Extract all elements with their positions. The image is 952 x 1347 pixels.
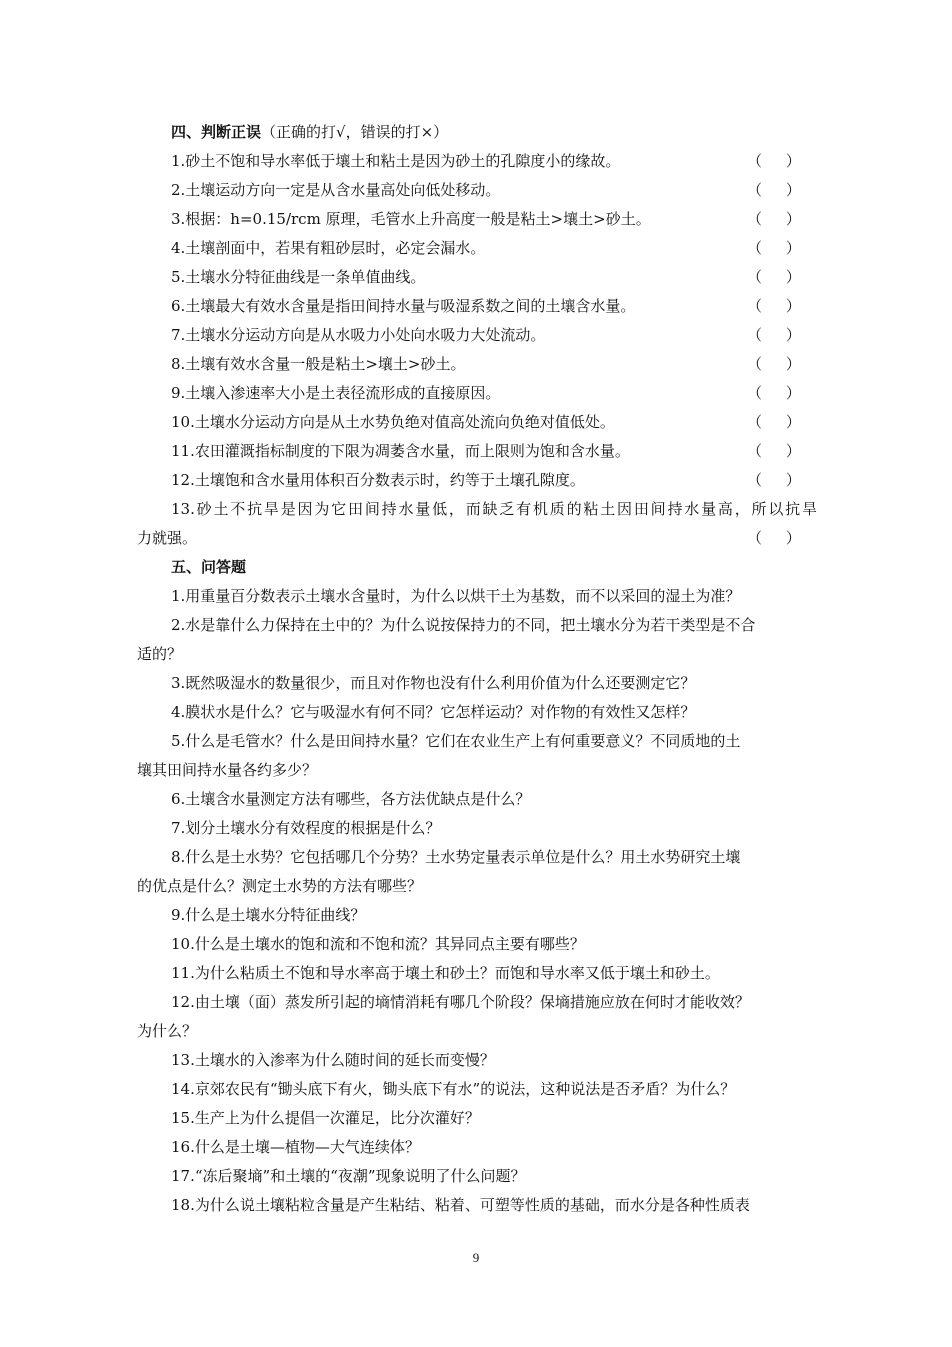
answer-parentheses: （ ） xyxy=(747,413,801,431)
answer-parentheses: （ ） xyxy=(747,355,801,373)
true-false-list xyxy=(137,147,817,495)
question-item xyxy=(137,1104,817,1133)
question-continuation: 壤其田间持水量各约多少？ xyxy=(137,761,318,779)
tf-item-13-line1: 13.砂土不抗旱是因为它田间持水量低，而缺乏有机质的粘土因田间持水量高，所以抗旱 xyxy=(171,500,817,518)
question-item xyxy=(137,843,817,901)
question-item xyxy=(137,1191,817,1220)
question-text: 6.土壤含水量测定方法有哪些，各方法优缺点是什么？ xyxy=(171,790,531,808)
page-content xyxy=(137,118,817,1220)
question-text: 12.由土壤（面）蒸发所引起的墒情消耗有哪几个阶段？保墒措施应放在何时才能收效？ xyxy=(171,993,750,1011)
question-item xyxy=(137,1075,817,1104)
question-item xyxy=(137,611,817,669)
section-4-title: 四、判断正误 xyxy=(171,123,262,141)
answer-parentheses: （ ） xyxy=(747,268,801,286)
question-text: 8.什么是土水势？它包括哪几个分势？土水势定量表示单位是什么？用土水势研究土壤 xyxy=(171,848,741,866)
question-item xyxy=(137,1162,817,1191)
question-continuation: 为什么？ xyxy=(137,1022,198,1040)
question-text: 4.膜状水是什么？它与吸湿水有何不同？它怎样运动？对作物的有效性又怎样？ xyxy=(171,703,696,721)
question-list xyxy=(137,582,817,1220)
tf-item-text: 3.根据：h=0.15/rcm 原理，毛管水上升高度一般是粘土>壤土>砂土。 xyxy=(171,210,651,228)
question-item xyxy=(137,582,817,611)
section-5-heading xyxy=(137,553,817,582)
tf-item-text: 11.农田灌溉指标制度的下限为凋萎含水量，而上限则为饱和含水量。 xyxy=(171,442,630,460)
question-item xyxy=(137,1133,817,1162)
question-text: 14.京郊农民有“锄头底下有火，锄头底下有水”的说法，这种说法是否矛盾？为什么？ xyxy=(171,1080,736,1098)
tf-item-text: 9.土壤入渗速率大小是土表径流形成的直接原因。 xyxy=(171,384,501,402)
answer-parentheses: （ ） xyxy=(747,529,801,547)
tf-item-text: 1.砂土不饱和导水率低于壤土和粘土是因为砂土的孔隙度小的缘故。 xyxy=(171,152,621,170)
tf-item xyxy=(137,205,817,234)
question-item xyxy=(137,988,817,1046)
tf-item-13 xyxy=(137,495,817,553)
answer-parentheses: （ ） xyxy=(747,326,801,344)
answer-parentheses: （ ） xyxy=(747,471,801,489)
answer-parentheses: （ ） xyxy=(747,297,801,315)
question-text: 9.什么是土壤水分特征曲线？ xyxy=(171,906,366,924)
tf-item-text: 12.土壤饱和含水量用体积百分数表示时，约等于土壤孔隙度。 xyxy=(171,471,585,489)
section-5-title: 五、问答题 xyxy=(171,558,247,576)
answer-parentheses: （ ） xyxy=(747,442,801,460)
tf-item-13-line2: 力就强。 xyxy=(137,529,198,547)
answer-parentheses: （ ） xyxy=(747,210,801,228)
tf-item-text: 5.土壤水分特征曲线是一条单值曲线。 xyxy=(171,268,426,286)
question-item xyxy=(137,785,817,814)
tf-item xyxy=(137,292,817,321)
tf-item-text: 7.土壤水分运动方向是从水吸力小处向水吸力大处流动。 xyxy=(171,326,546,344)
section-4-heading xyxy=(137,118,817,147)
question-item xyxy=(137,814,817,843)
tf-item xyxy=(137,263,817,292)
answer-parentheses: （ ） xyxy=(747,384,801,402)
question-text: 11.为什么粘质土不饱和导水率高于壤土和砂土？而饱和导水率又低于壤土和砂土。 xyxy=(171,964,720,982)
tf-item xyxy=(137,147,817,176)
question-text: 7.划分土壤水分有效程度的根据是什么？ xyxy=(171,819,441,837)
tf-item-13-line2-row xyxy=(137,524,817,553)
tf-item xyxy=(137,321,817,350)
section-4-note: （正确的打√，错误的打×） xyxy=(261,123,449,141)
tf-item xyxy=(137,234,817,263)
question-text: 13.土壤水的入渗率为什么随时间的延长而变慢？ xyxy=(171,1051,495,1069)
tf-item-text: 8.土壤有效水含量一般是粘土>壤土>砂土。 xyxy=(171,355,466,373)
tf-item-text: 2.土壤运动方向一定是从含水量高处向低处移动。 xyxy=(171,181,501,199)
question-item xyxy=(137,901,817,930)
page-number: 9 xyxy=(472,1250,480,1265)
tf-item xyxy=(137,350,817,379)
tf-item xyxy=(137,437,817,466)
answer-parentheses: （ ） xyxy=(747,239,801,257)
question-text: 5.什么是毛管水？什么是田间持水量？它们在农业生产上有何重要意义？不同质地的土 xyxy=(171,732,741,750)
tf-item xyxy=(137,466,817,495)
tf-item xyxy=(137,379,817,408)
question-text: 1.用重量百分数表示土壤水含量时，为什么以烘干土为基数，而不以采回的湿土为准？ xyxy=(171,587,741,605)
tf-item xyxy=(137,408,817,437)
answer-parentheses: （ ） xyxy=(747,181,801,199)
answer-parentheses: （ ） xyxy=(747,152,801,170)
tf-item-text: 10.土壤水分运动方向是从土水势负绝对值高处流向负绝对值低处。 xyxy=(171,413,615,431)
question-text: 3.既然吸湿水的数量很少，而且对作物也没有什么利用价值为什么还要测定它？ xyxy=(171,674,696,692)
question-continuation: 的优点是什么？测定土水势的方法有哪些？ xyxy=(137,877,423,895)
question-text: 18.为什么说土壤粘粒含量是产生粘结、粘着、可塑等性质的基础，而水分是各种性质表 xyxy=(171,1196,750,1214)
question-item xyxy=(137,698,817,727)
question-item xyxy=(137,727,817,785)
question-item xyxy=(137,1046,817,1075)
question-text: 17.“冻后聚墒”和土壤的“夜潮”现象说明了什么问题？ xyxy=(171,1167,526,1185)
question-text: 2.水是靠什么力保持在土中的？为什么说按保持力的不同，把土壤水分为若干类型是不合 xyxy=(171,616,756,634)
question-continuation: 适的？ xyxy=(137,645,183,663)
question-text: 15.生产上为什么提倡一次灌足，比分次灌好？ xyxy=(171,1109,480,1127)
question-text: 10.什么是土壤水的饱和流和不饱和流？其异同点主要有哪些？ xyxy=(171,935,585,953)
question-item xyxy=(137,669,817,698)
tf-item-text: 6.土壤最大有效水含量是指田间持水量与吸湿系数之间的土壤含水量。 xyxy=(171,297,636,315)
question-item xyxy=(137,959,817,988)
question-item xyxy=(137,930,817,959)
question-text: 16.什么是土壤—植物—大气连续体？ xyxy=(171,1138,420,1156)
tf-item xyxy=(137,176,817,205)
tf-item-text: 4.土壤剖面中，若果有粗砂层时，必定会漏水。 xyxy=(171,239,486,257)
